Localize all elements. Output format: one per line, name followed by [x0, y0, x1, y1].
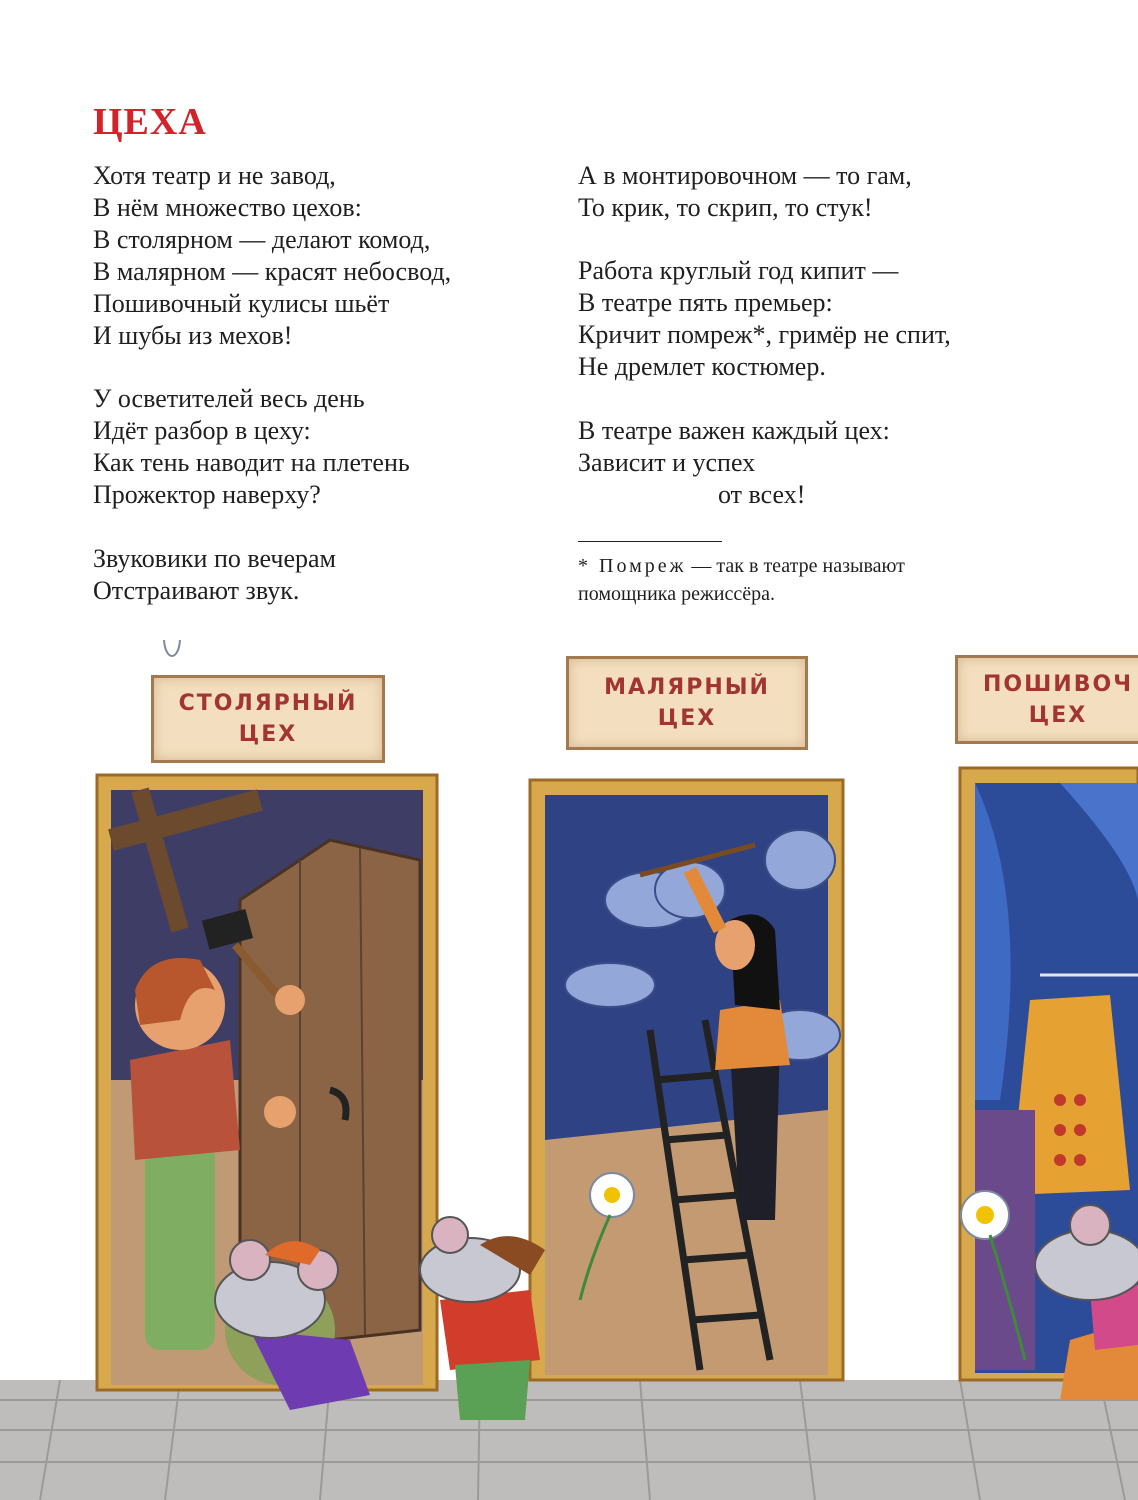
footnote	[578, 552, 905, 608]
poem-stanza-4	[578, 160, 912, 224]
poem-line: Отстраивают звук.	[93, 576, 300, 605]
footnote-term: * Помреж	[578, 555, 687, 577]
sign-line-1: ПОШИВОЧ	[983, 671, 1133, 697]
sign-line-2: ЦЕХ	[238, 722, 298, 747]
sign-line-1: МАЛЯРНЫЙ	[604, 675, 770, 700]
poem-stanza-6	[578, 415, 890, 511]
sign-carpentry-workshop	[151, 675, 385, 763]
poem-line: Прожектор наверху?	[93, 480, 321, 509]
poem-stanza-3	[93, 543, 336, 607]
painting-doorway	[420, 780, 843, 1420]
poem-line: То крик, то скрип, то стук!	[578, 193, 873, 222]
poem-line: Пошивочный кулисы шьёт	[93, 289, 390, 318]
sign-line-1: СТОЛЯРНЫЙ	[178, 691, 358, 716]
poem-line: Не дремлет костюмер.	[578, 352, 826, 381]
page-title: ЦЕХА	[93, 101, 207, 143]
footnote-definition: — так в театре называют	[686, 555, 905, 577]
sign-painting-workshop	[566, 656, 808, 750]
poem-line: В малярном — красят небосвод,	[93, 257, 452, 286]
floor	[0, 1380, 1138, 1500]
poem-stanza-1	[93, 160, 451, 352]
theatre-workshops-illustration	[0, 640, 1138, 1500]
poem-line: Идёт разбор в цеху:	[93, 416, 311, 445]
poem-line: Зависит и успех	[578, 448, 756, 477]
poem-line: У осветителей весь день	[93, 384, 365, 413]
illustration-scene	[0, 640, 1138, 1500]
poem-line: В нём множество цехов:	[93, 193, 362, 222]
poem-line: В театре пять премьер:	[578, 288, 833, 317]
sewing-doorway	[960, 768, 1138, 1400]
sign-sewing-workshop	[955, 655, 1138, 744]
poem-line: Как тень наводит на плетень	[93, 448, 410, 477]
daisy-flower	[136, 640, 208, 656]
poem-line: Работа круглый год кипит —	[578, 256, 899, 285]
poem-line: Кричит помреж*, гримёр не спит,	[578, 320, 951, 349]
poem-line: В театре важен каждый цех:	[578, 416, 890, 445]
poem-line: В столярном — делают комод,	[93, 225, 431, 254]
footnote-divider	[578, 541, 722, 542]
footnote-line-2: помощника режиссёра.	[578, 583, 775, 605]
poem-stanza-2	[93, 383, 410, 511]
poem-line: А в монтировочном — то гам,	[578, 161, 912, 190]
poem-line: Хотя театр и не завод,	[93, 161, 336, 190]
poem-stanza-5	[578, 255, 951, 383]
sign-line-2: ЦЕХ	[657, 706, 717, 731]
poem-line: Звуковики по вечерам	[93, 544, 337, 573]
poem-line: И шубы из мехов!	[93, 321, 293, 350]
poem-line: от всех!	[718, 480, 806, 509]
sign-line-2: ЦЕХ	[1028, 702, 1088, 728]
